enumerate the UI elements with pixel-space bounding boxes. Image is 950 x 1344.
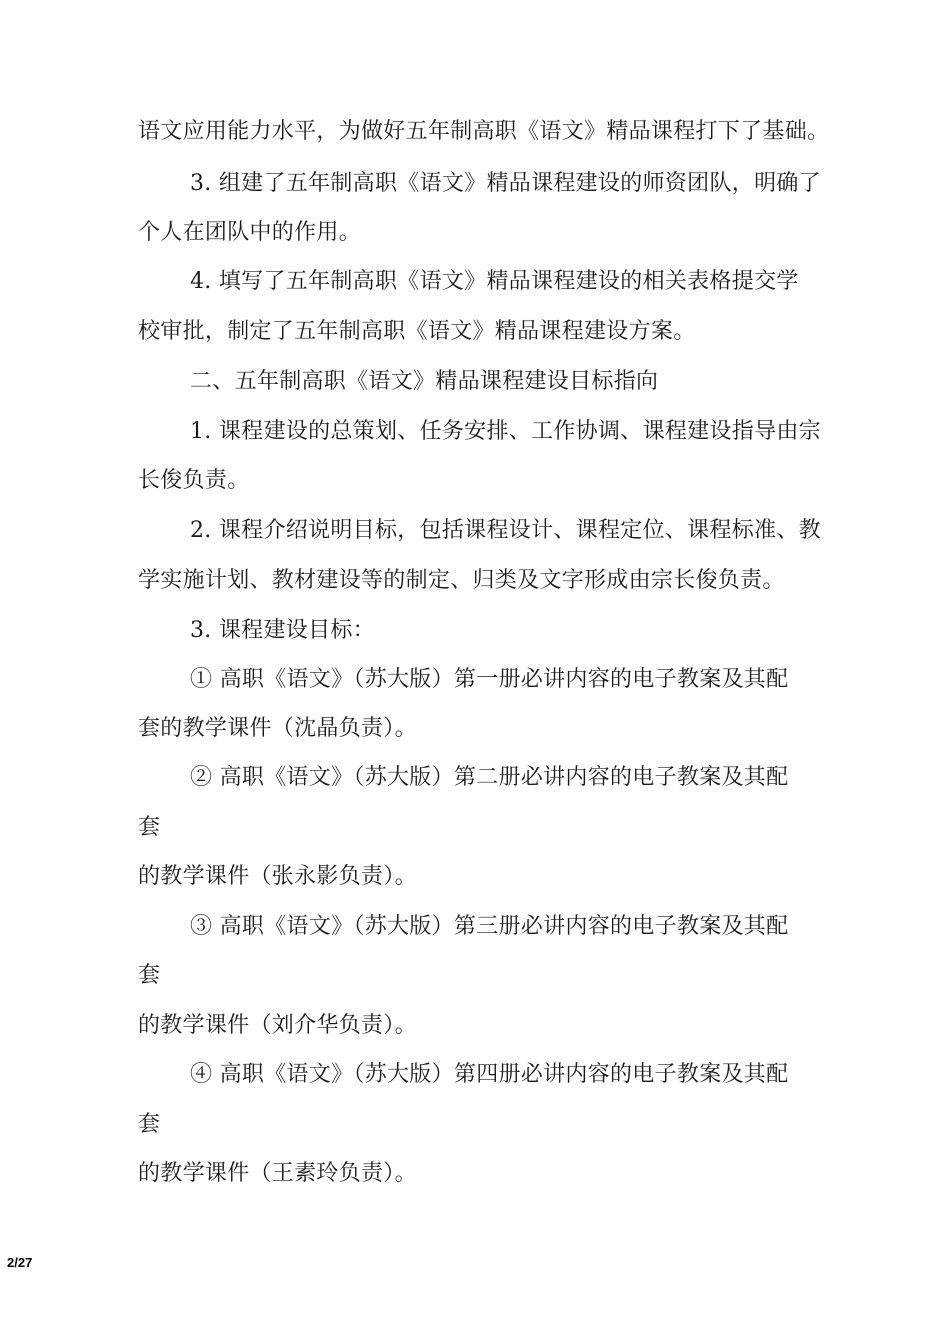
section-heading: 二、五年制高职《语文》精品课程建设目标指向: [190, 369, 659, 394]
text-line: 3. 课程建设目标：: [190, 618, 375, 643]
text-line: 的教学课件（王素玲负责）。: [138, 1161, 417, 1186]
text-line: 4. 填写了五年制高职《语文》精品课程建设的相关表格提交学: [190, 269, 799, 294]
list-item: ③ 高职《语文》（苏大版）第三册必讲内容的电子教案及其配: [190, 914, 789, 939]
text-line: 长俊负责。: [138, 468, 250, 493]
text-line: 套: [138, 963, 161, 988]
text-line: 学实施计划、教材建设等的制定、归类及文字形成由宗长俊负责。: [138, 568, 785, 593]
text-line: 的教学课件（刘介华负责）。: [138, 1013, 417, 1038]
text-line: 语文应用能力水平，为做好五年制高职《语文》精品课程打下了基础。: [138, 119, 830, 144]
text-line: 校审批，制定了五年制高职《语文》精品课程建设方案。: [138, 319, 696, 344]
list-item: ④ 高职《语文》（苏大版）第四册必讲内容的电子教案及其配: [190, 1062, 789, 1087]
text-line: 2. 课程介绍说明目标，包括课程设计、课程定位、课程标准、教: [190, 518, 821, 543]
page-number: 2/27: [7, 1255, 33, 1270]
text-line: 的教学课件（张永影负责）。: [138, 864, 417, 889]
text-line: 套的教学课件（沈晶负责）。: [138, 716, 417, 741]
text-line: 套: [138, 1112, 161, 1137]
text-line: 1. 课程建设的总策划、任务安排、工作协调、课程建设指导由宗: [190, 419, 821, 444]
list-item: ② 高职《语文》（苏大版）第二册必讲内容的电子教案及其配: [190, 765, 789, 790]
list-item: ① 高职《语文》（苏大版）第一册必讲内容的电子教案及其配: [190, 667, 789, 692]
text-line: 个人在团队中的作用。: [138, 220, 362, 245]
text-line: 3. 组建了五年制高职《语文》精品课程建设的师资团队，明确了: [190, 171, 821, 196]
text-line: 套: [138, 815, 161, 840]
